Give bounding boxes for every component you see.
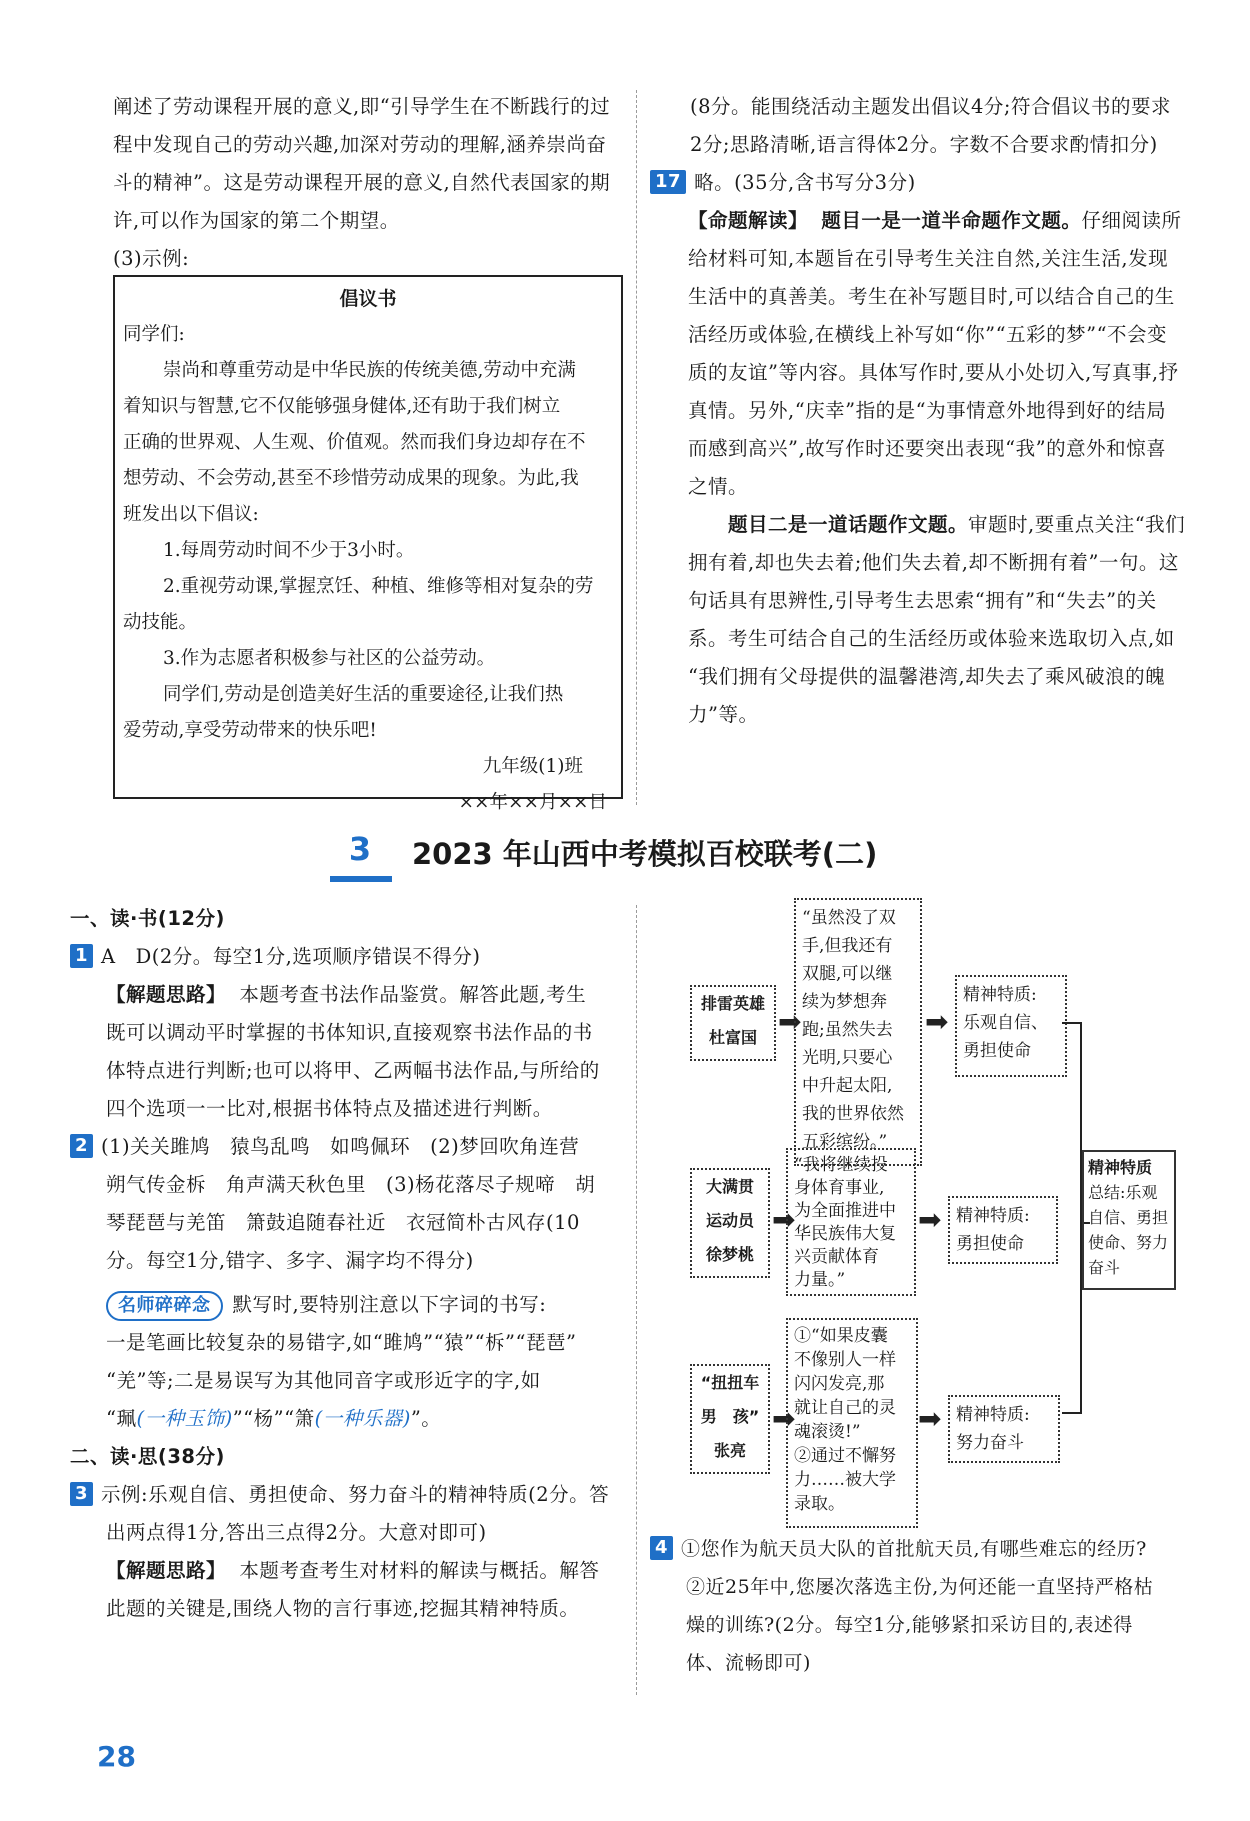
quote-line: 录取。 xyxy=(794,1494,845,1514)
text-line: “我们拥有父母提供的温馨港湾,却失去了乘风破浪的魄 xyxy=(688,665,1166,688)
proposal-line: 1.每周劳动时间不少于3小时。 xyxy=(163,540,415,561)
proposal-signature: 九年级(1)班 xyxy=(482,756,583,777)
tips-badge: 名师碎碎念 xyxy=(106,1291,223,1321)
proposal-line: 正确的世界观、人生观、价值观。然而我们身边却存在不 xyxy=(123,432,586,453)
proposal-date: ××年××月××日 xyxy=(458,792,607,813)
bottom-left-text xyxy=(70,900,630,1628)
text-line: 拥有着,却也失去着;他们失去着,却不断拥有着”一句。这 xyxy=(688,551,1179,574)
summary-line: 自信、勇担 xyxy=(1088,1208,1169,1227)
summary-label: 精神特质 xyxy=(1088,1158,1153,1177)
analysis-line xyxy=(70,976,630,1014)
text-line: 活经历或体验,在横线上补写如“你”“五彩的梦”“不会变 xyxy=(688,323,1168,346)
tips-fragment: ”“杨”“箫 xyxy=(232,1407,315,1430)
question-4 xyxy=(650,1530,1210,1568)
topic2-text: 审题时,要重点关注“我们 xyxy=(968,513,1186,536)
quote-line: 手,但我还有 xyxy=(802,936,893,956)
question-text: 略。(35分,含书写分3分) xyxy=(694,171,916,194)
question-text: (1)关关雎鸠 猿鸟乱鸣 如鸣佩环 (2)梦回吹角连营 xyxy=(101,1135,580,1158)
quote-line: 我的世界依然 xyxy=(802,1104,904,1124)
trait-line: 精神特质: xyxy=(956,1405,1030,1425)
proposal-line: 崇尚和尊重劳动是中华民族的传统美德,劳动中充满 xyxy=(163,360,576,381)
quote-box-1 xyxy=(794,898,922,1166)
text-line: 体、流畅即可) xyxy=(686,1652,811,1674)
top-left-text xyxy=(113,88,628,278)
arrow-icon: ➡ xyxy=(918,1402,942,1435)
analysis-text: 本题考查书法作品鉴赏。解答此题,考生 xyxy=(239,983,587,1006)
proposal-line: 3.作为志愿者积极参与社区的公益劳动。 xyxy=(163,648,496,669)
question-1 xyxy=(70,938,630,976)
text-line: 四个选项一一比对,根据书体特点及描述进行判断。 xyxy=(106,1097,553,1120)
text-line: 而感到高兴”,故写作时还要突出表现“我”的意外和惊喜 xyxy=(688,437,1167,460)
question-number-badge: 17 xyxy=(650,170,686,194)
section-header xyxy=(330,830,970,882)
text-line: 既可以调动平时掌握的书体知识,直接观察书法作品的书 xyxy=(106,1021,593,1044)
part-heading: 一、读·书(12分) xyxy=(70,907,225,930)
text-line: 质的友谊”等内容。具体写作时,要从小处切入,写真事,抒 xyxy=(688,361,1179,384)
text-line: 斗的精神”。这是劳动课程开展的意义,自然代表国家的期 xyxy=(113,171,611,194)
person-box-1 xyxy=(690,985,776,1061)
trait-line: 精神特质: xyxy=(963,985,1037,1005)
quote-line: 就让自己的灵 xyxy=(794,1398,896,1418)
analysis-label: 【命题解读】 xyxy=(688,209,809,232)
trait-line: 努力奋斗 xyxy=(956,1433,1024,1453)
trait-box-2 xyxy=(948,1196,1058,1264)
top-right-text xyxy=(650,88,1195,734)
proposal-title: 倡议书 xyxy=(339,288,397,310)
analysis-text: 本题考查考生对材料的解读与概括。解答 xyxy=(239,1559,600,1582)
quote-line: 五彩缤纷。” xyxy=(802,1132,888,1152)
trait-line: 勇担使命 xyxy=(956,1234,1024,1254)
question-text: ①您作为航天员大队的首批航天员,有哪些难忘的经历? xyxy=(681,1538,1147,1560)
text-line: 琴琵琶与羌笛 箫鼓追随春社近 衣冠简朴古风存(10 xyxy=(106,1211,580,1234)
proposal-line: 爱劳动,享受劳动带来的快乐吧! xyxy=(123,720,377,741)
person-box-3 xyxy=(690,1364,770,1474)
arrow-icon: ➡ xyxy=(772,1203,796,1236)
trait-line: 精神特质: xyxy=(956,1206,1030,1226)
person-box-2 xyxy=(690,1168,770,1278)
analysis-line xyxy=(70,1552,630,1590)
quote-line: 力量。” xyxy=(794,1270,846,1290)
proposal-line: 想劳动、不会劳动,甚至不珍惜劳动成果的现象。为此,我 xyxy=(123,468,579,489)
arrow-icon: ➡ xyxy=(918,1203,942,1236)
summary-line: 使命、努力 xyxy=(1088,1233,1169,1252)
analysis-label: 【解题思路】 xyxy=(106,983,227,1006)
page-number: 28 xyxy=(97,1740,136,1773)
person-name-line: 徐梦桃 xyxy=(705,1245,754,1264)
text-line xyxy=(650,506,1195,544)
text-line: 体特点进行判断;也可以将甲、乙两幅书法作品,与所给的 xyxy=(106,1059,600,1082)
quote-line: 华民族伟大复 xyxy=(794,1224,896,1244)
summary-box xyxy=(1082,1150,1176,1290)
analysis-bold: 题目一是一道半命题作文题。 xyxy=(821,209,1082,232)
quote-line: 为全面推进中 xyxy=(794,1201,896,1221)
text-line: (3)示例: xyxy=(113,247,190,270)
trait-line: 勇担使命 xyxy=(963,1041,1031,1061)
tips-note: (一种玉饰) xyxy=(136,1407,233,1430)
quote-line: 跑;虽然失去 xyxy=(802,1020,893,1040)
text-line: 句话具有思辨性,引导考生去思索“拥有”和“失去”的关 xyxy=(688,589,1157,612)
analysis-label: 【解题思路】 xyxy=(106,1559,227,1582)
person-name-line: 杜富国 xyxy=(708,1028,757,1047)
quote-line: “我将继续投 xyxy=(794,1155,888,1175)
arrow-icon: ➡ xyxy=(772,1402,796,1435)
tips-last-line xyxy=(70,1400,630,1438)
tips-fragment: ”。 xyxy=(410,1407,442,1430)
person-name-line: 排雷英雄 xyxy=(700,994,765,1013)
tips-note: (一种乐器) xyxy=(314,1407,411,1430)
analysis-text: 仔细阅读所 xyxy=(1081,209,1182,232)
proposal-line: 动技能。 xyxy=(123,612,198,633)
quote-line: ②通过不懈努 xyxy=(794,1446,896,1466)
proposal-line: 2.重视劳动课,掌握烹饪、种植、维修等相对复杂的劳 xyxy=(163,576,594,597)
question-3 xyxy=(70,1476,630,1514)
text-line: 程中发现自己的劳动兴趣,加深对劳动的理解,涵养崇尚奋 xyxy=(113,133,607,156)
question-17 xyxy=(650,164,1195,202)
quote-line: 力……被大学 xyxy=(794,1470,896,1490)
summary-line: 奋斗 xyxy=(1088,1258,1121,1277)
text-line: 一是笔画比较复杂的易错字,如“雎鸠”“猿”“柝”“琵琶” xyxy=(106,1331,577,1354)
person-name-line: 运动员 xyxy=(705,1211,754,1230)
quote-line: 中升起太阳, xyxy=(802,1076,893,1096)
text-line: 阐述了劳动课程开展的意义,即“引导学生在不断践行的过 xyxy=(113,95,611,118)
text-line: 朔气传金柝 角声满天秋色里 (3)杨花落尽子规啼 胡 xyxy=(106,1173,596,1196)
text-line: 真情。另外,“庆幸”指的是“为事情意外地得到好的结局 xyxy=(688,399,1167,422)
question-text: 示例:乐观自信、勇担使命、努力奋斗的精神特质(2分。答 xyxy=(101,1483,610,1506)
text-line: 分。每空1分,错字、多字、漏字均不得分) xyxy=(106,1249,474,1272)
text-line: 之情。 xyxy=(688,475,749,498)
topic2-bold: 题目二是一道话题作文题。 xyxy=(728,513,969,536)
quote-box-3 xyxy=(786,1318,918,1528)
quote-line: 身体育事业, xyxy=(794,1178,885,1198)
text-line: 许,可以作为国家的第二个期望。 xyxy=(113,209,400,232)
question-number-badge: 1 xyxy=(70,944,93,968)
text-line: 此题的关键是,围绕人物的言行事迹,挖掘其精神特质。 xyxy=(106,1597,580,1620)
trait-box-3 xyxy=(948,1395,1060,1463)
quote-line: ①“如果皮囊 xyxy=(794,1326,888,1346)
text-line: 燥的训练?(2分。每空1分,能够紧扣采访目的,表述得 xyxy=(686,1614,1133,1636)
section-title: 2023 年山西中考模拟百校联考(二) xyxy=(412,837,878,871)
quote-line: 不像别人一样 xyxy=(794,1350,896,1370)
column-divider-top xyxy=(636,90,637,805)
part-heading: 二、读·思(38分) xyxy=(70,1445,225,1468)
arrow-icon: ➡ xyxy=(778,1005,802,1038)
tips-text: 默写时,要特别注意以下字词的书写: xyxy=(232,1293,547,1316)
analysis-line xyxy=(650,202,1195,240)
section-number: 3 xyxy=(348,830,372,868)
proposal-greeting: 同学们: xyxy=(123,324,185,345)
quote-line: “虽然没了双 xyxy=(802,908,896,928)
person-name-line: 大满贯 xyxy=(705,1177,754,1196)
proposal-line: 同学们,劳动是创造美好生活的重要途径,让我们热 xyxy=(163,684,564,705)
diagram-bracket xyxy=(1062,1022,1082,1414)
proposal-letter-box xyxy=(113,275,623,813)
person-name-line: 男 孩” xyxy=(700,1407,760,1426)
text-line: ②近25年中,您屡次落选主份,为何还能一直坚持严格枯 xyxy=(686,1576,1154,1598)
text-line: 给材料可知,本题旨在引导考生关注自然,关注生活,发现 xyxy=(688,247,1169,270)
quote-line: 兴贡献体育 xyxy=(794,1247,879,1267)
text-line: “羌”等;二是易误写为其他同音字或形近字的字,如 xyxy=(106,1369,541,1392)
text-line: 出两点得1分,答出三点得2分。大意对即可) xyxy=(106,1521,487,1544)
quote-line: 双腿,可以继 xyxy=(802,964,893,984)
question-text: A D(2分。每空1分,选项顺序错误不得分) xyxy=(101,945,481,968)
text-line: 力”等。 xyxy=(688,703,759,726)
trait-line: 乐观自信、 xyxy=(963,1013,1048,1033)
trait-box-1 xyxy=(955,975,1067,1077)
section-number-underline xyxy=(330,876,392,882)
quote-line: 魂滚烫!” xyxy=(794,1422,861,1442)
column-divider-bottom xyxy=(636,905,637,1695)
summary-line: 总结:乐观 xyxy=(1088,1183,1158,1202)
proposal-line: 着知识与智慧,它不仅能够强身健体,还有助于我们树立 xyxy=(123,396,561,417)
tips-line xyxy=(70,1286,630,1324)
arrow-icon: ➡ xyxy=(925,1005,949,1038)
text-line: 生活中的真善美。考生在补写题目时,可以结合自己的生 xyxy=(688,285,1175,308)
text-line: 2分;思路清晰,语言得体2分。字数不合要求酌情扣分) xyxy=(690,133,1158,156)
question-2 xyxy=(70,1128,630,1166)
quote-box-2 xyxy=(786,1148,916,1296)
quote-line: 闪闪发亮,那 xyxy=(794,1374,885,1394)
person-name-line: “扭扭车 xyxy=(700,1373,760,1392)
proposal-line: 班发出以下倡议: xyxy=(123,504,259,525)
question-number-badge: 2 xyxy=(70,1134,93,1158)
bottom-right-text xyxy=(650,1530,1210,1682)
text-line: (8分。能围绕活动主题发出倡议4分;符合倡议书的要求 xyxy=(690,95,1171,118)
quote-line: 光明,只要心 xyxy=(802,1048,893,1068)
text-line: 系。考生可结合自己的生活经历或体验来选取切入点,如 xyxy=(688,627,1175,650)
person-name-line: 张亮 xyxy=(713,1441,746,1460)
question-number-badge: 4 xyxy=(650,1536,673,1560)
tips-fragment: “珮 xyxy=(106,1407,137,1430)
question-number-badge: 3 xyxy=(70,1482,93,1506)
quote-line: 续为梦想奔 xyxy=(802,992,887,1012)
